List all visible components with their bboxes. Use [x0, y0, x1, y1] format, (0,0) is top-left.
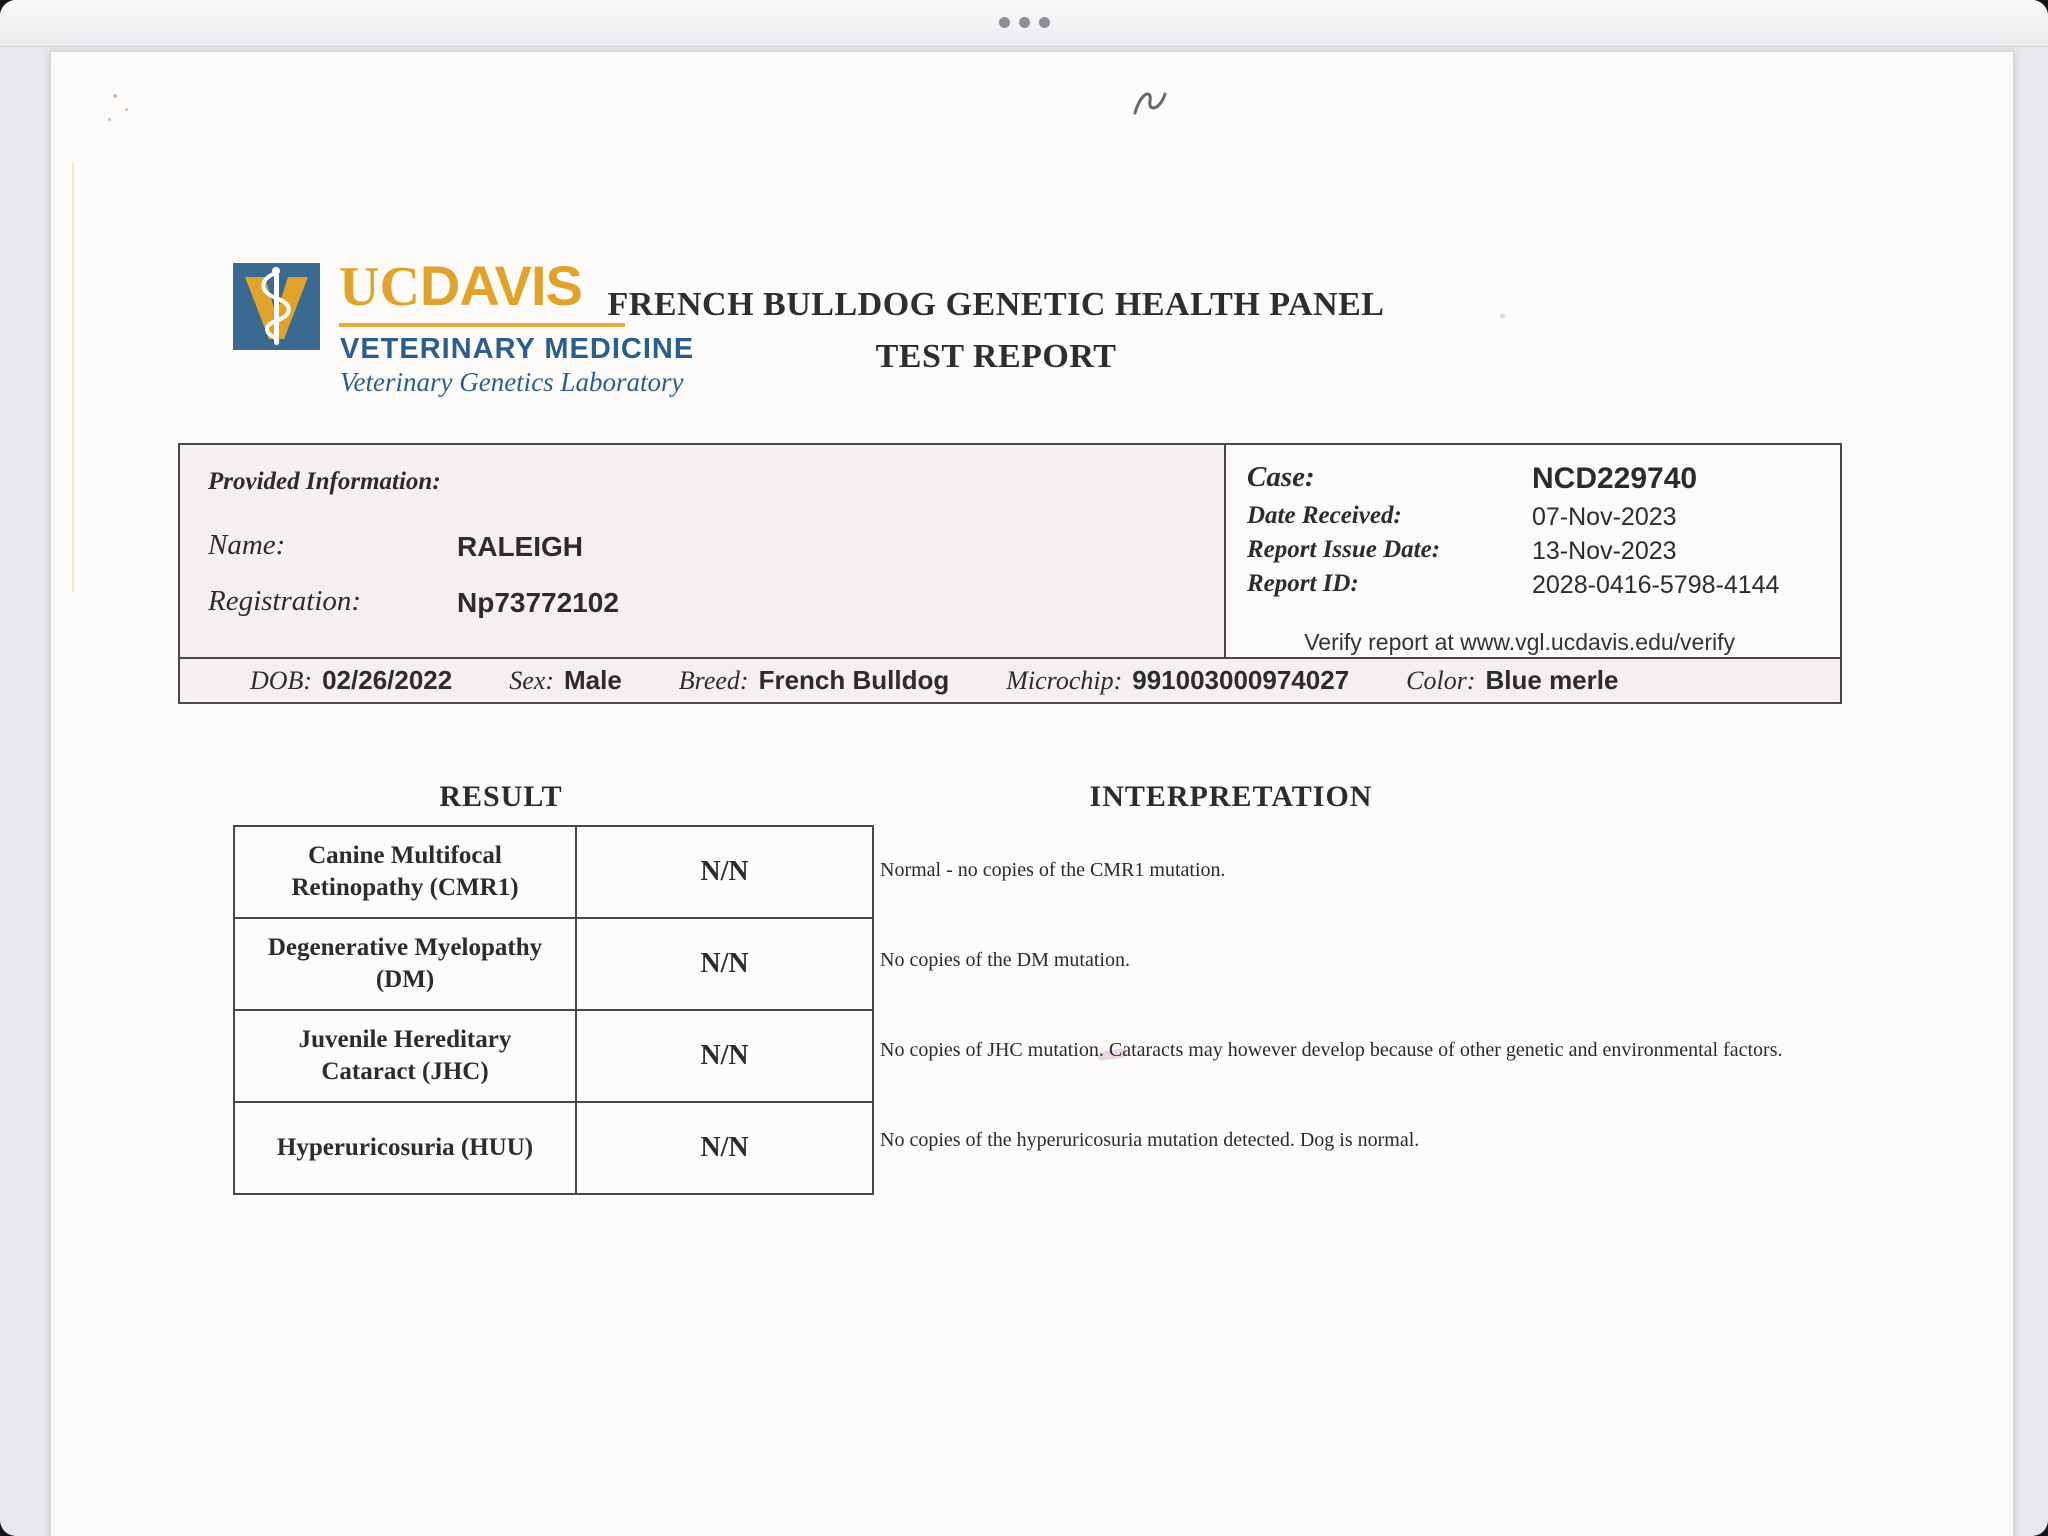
window-handle-button[interactable]	[999, 17, 1050, 28]
microchip-field	[1006, 665, 1349, 696]
dob-value: 02/26/2022	[322, 665, 453, 695]
sex-label: Sex:	[509, 666, 554, 695]
report-title-line2: TEST REPORT	[875, 338, 1117, 375]
case-info-box	[178, 443, 1842, 704]
case-label: Case:	[1247, 461, 1315, 493]
report-title-line1: FRENCH BULLDOG GENETIC HEALTH PANEL	[607, 286, 1385, 323]
test-name-cell: Juvenile Hereditary Cataract (JHC)	[235, 1011, 577, 1101]
case-value: NCD229740	[1532, 462, 1698, 495]
test-name-cell: Canine Multifocal Retinopathy (CMR1)	[235, 827, 577, 917]
wordmark-davis: DAVIS	[419, 254, 582, 317]
ucdavis-wordmark	[339, 254, 582, 318]
color-field	[1406, 665, 1618, 696]
date-received-label: Date Received:	[1247, 502, 1402, 529]
interpretation-text: No copies of the DM mutation.	[880, 948, 1130, 971]
scan-speck	[108, 118, 111, 121]
test-result-cell: N/N	[700, 948, 749, 979]
color-label: Color:	[1406, 666, 1476, 695]
report-id-value: 2028-0416-5798-4144	[1532, 571, 1780, 599]
sex-value: Male	[563, 665, 622, 695]
report-title	[596, 288, 1396, 374]
scan-speck	[1500, 314, 1505, 318]
name-label: Name:	[208, 529, 286, 561]
scan-speck	[125, 108, 128, 111]
date-received-value: 07-Nov-2023	[1532, 503, 1677, 531]
wordmark-uc: UC	[339, 256, 420, 318]
info-box-divider-vertical	[1224, 445, 1226, 657]
color-value: Blue merle	[1485, 665, 1619, 695]
wordmark-underline	[339, 323, 625, 327]
handle-dot-icon	[999, 17, 1010, 28]
report-issue-date-value: 13-Nov-2023	[1532, 537, 1677, 565]
registration-value: Np73772102	[457, 587, 619, 618]
dob-field	[250, 665, 452, 696]
interpretation-column	[880, 825, 1930, 1185]
breed-label: Breed:	[678, 666, 749, 695]
veterinary-medicine-label: VETERINARY MEDICINE	[340, 333, 695, 365]
table-row	[235, 1101, 872, 1193]
name-value: RALEIGH	[457, 531, 583, 562]
report-id-label: Report ID:	[1247, 570, 1359, 597]
test-result-cell: N/N	[700, 856, 749, 887]
info-box-divider-horizontal	[180, 657, 1840, 659]
test-result-cell: N/N	[700, 1040, 749, 1071]
sex-field	[509, 665, 622, 696]
scan-pen-mark	[1129, 82, 1173, 122]
table-row	[235, 917, 872, 1009]
veterinary-caduceus-icon	[233, 263, 320, 350]
table-row	[235, 827, 872, 917]
interpretation-text: No copies of JHC mutation. Cataracts may however develop because of other genetic and environmental factors.	[880, 1038, 1783, 1061]
table-row	[235, 1009, 872, 1101]
registration-label: Registration:	[208, 585, 362, 617]
breed-field	[679, 665, 949, 696]
result-header: RESULT	[439, 780, 563, 813]
test-result-cell: N/N	[700, 1132, 749, 1163]
interpretation-text: Normal - no copies of the CMR1 mutation.	[880, 858, 1226, 881]
window-toolbar	[0, 0, 2048, 47]
provided-info-heading: Provided Information:	[208, 468, 441, 495]
handle-dot-icon	[1019, 17, 1030, 28]
interpretation-header: INTERPRETATION	[1089, 780, 1373, 813]
scanned-report-page	[51, 52, 2013, 1536]
report-issue-date-label: Report Issue Date:	[1247, 536, 1441, 563]
breed-value: French Bulldog	[758, 665, 950, 695]
genetics-laboratory-label: Veterinary Genetics Laboratory	[340, 367, 684, 397]
results-table	[233, 825, 874, 1195]
dob-label: DOB:	[250, 666, 313, 695]
scan-edge-artifact	[72, 162, 74, 592]
interpretation-text: No copies of the hyperuricosuria mutation detected. Dog is normal.	[880, 1128, 1420, 1151]
handle-dot-icon	[1039, 17, 1050, 28]
scan-speck	[113, 94, 117, 98]
test-name-cell: Hyperuricosuria (HUU)	[235, 1103, 577, 1193]
microchip-value: 991003000974027	[1132, 665, 1350, 695]
verify-report-text: Verify report at www.vgl.ucdavis.edu/verify	[1304, 629, 1735, 655]
animal-info-strip	[250, 665, 1618, 696]
microchip-label: Microchip:	[1006, 666, 1123, 695]
test-name-cell: Degenerative Myelopathy (DM)	[235, 919, 577, 1009]
